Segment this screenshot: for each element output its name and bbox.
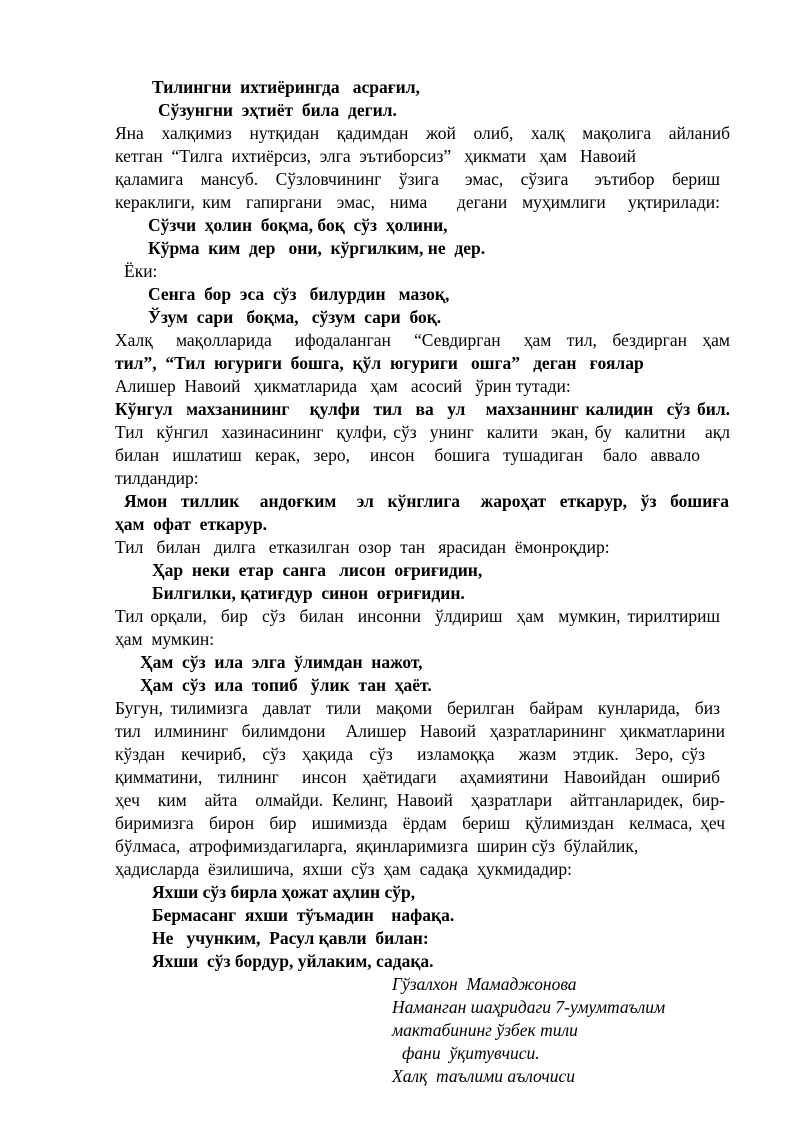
verse-line: Сенга бор эса сўз билурдин мазоқ, [148, 284, 450, 304]
text-line: Тил билан дилга етказилган озор тан ярасидан ёмонроқдир: [115, 537, 610, 557]
text-line: ҳам офат еткарур. [115, 514, 267, 534]
verse-line: Ўзум сари боқма, сўзум сари боқ. [148, 307, 442, 327]
text-line: Тил орқали, бир сўз билан инсонни ўлдириш ҳам мумкин, тирилтириш [115, 606, 720, 626]
text-line: ҳам мумкин: [115, 629, 215, 649]
text-line: Халқ мақолларида ифодаланган “Севдирган ҳам тил, бездирган ҳам [115, 330, 730, 350]
text-line: қаламига мансуб. Сўзловчининг ўзига эмас, сўзига эътибор бериш [115, 169, 720, 189]
text-line: кўздан кечириб, сўз ҳақида сўз изламоққа жазм этдик. Зеро, сўз [115, 744, 705, 764]
text-line: Ямон тиллик андоғким эл кўнглига жароҳат еткарур, ўз бошиға [124, 491, 729, 511]
text-line: кераклиги, ким гапиргани эмас, нима дегани муҳимлиги уқтирилади: [115, 192, 720, 212]
text-line: биримизга бирон бир ишимизда ёрдам бериш қўлимиздан келмаса, ҳеч [115, 813, 725, 833]
verse-line: Ҳам сўз ила элга ўлимдан нажот, [140, 652, 423, 672]
text-line: тилдандир: [115, 468, 199, 488]
text-line: тил”, “Тил югуриги бошга, қўл югуриги ошга” деган ғоялар [115, 353, 644, 373]
text-line: ҳеч ким айта олмайди. Келинг, Навоий ҳазратлари айтганларидек, бир- [115, 790, 725, 810]
verse-line: Яхши сўз бирла ҳожат аҳлин сўр, [152, 882, 416, 902]
text-line: билан ишлатиш керак, зеро, инсон бошига тушадиган бало аввало [115, 445, 700, 465]
verse-line: Бермасанг яхши тўъмадин нафақа. [152, 905, 455, 925]
author-info: мактабининг ўзбек тили [392, 1020, 578, 1040]
author-info: Халқ таълими аълочиси [392, 1066, 575, 1086]
text-line: Бугун, тилимизга давлат тили мақоми берилган байрам кунларида, биз [115, 698, 720, 718]
verse-line: Билгилки, қатиғдур синон оғриғидин. [152, 583, 465, 603]
verse-line: Не учунким, Расул қавли билан: [152, 928, 429, 948]
verse-line: Тилингни ихтиёрингда асрағил, [152, 77, 420, 97]
author-info: фани ўқитувчиси. [402, 1043, 540, 1063]
text-line: тил илмининг билимдони Алишер Навоий ҳазратларининг ҳикматларини [115, 721, 725, 741]
verse-line: Сўзунгни эҳтиёт била дегил. [158, 100, 397, 120]
text-line: Тил кўнгил хазинасининг қулфи, сўз унинг калити экан, бу калитни ақл [115, 422, 730, 442]
author-name: Гўзалхон Мамаджонова [392, 974, 577, 994]
text-line: Яна халқимиз нутқидан қадимдан жой олиб, халқ мақолига айланиб [115, 123, 730, 143]
text-line: кетган “Тилга ихтиёрсиз, элга эътиборсиз” ҳикмати ҳам Навоий [115, 146, 637, 166]
author-info: Наманган шаҳридаги 7-умумтаълим [392, 997, 666, 1017]
text-line: Алишер Навоий ҳикматларида ҳам асосий ўрин тутади: [115, 376, 571, 396]
text-line: бўлмаса, атрофимиздагиларга, яқинларимизга ширин сўз бўлайлик, [115, 836, 639, 856]
verse-line: Кўрма ким дер они, кўргилким, не дер. [148, 238, 486, 258]
verse-line: Ҳам сўз ила топиб ўлик тан ҳаёт. [140, 675, 432, 695]
text-line: Кўнгул махзанининг қулфи тил ва ул махзаннинг калидин сўз бил. [115, 399, 730, 419]
text-line: қимматини, тилнинг инсон ҳаётидаги аҳамиятини Навоийдан ошириб [115, 767, 720, 787]
verse-line: Яхши сўз бордур, уйлаким, садақа. [152, 951, 434, 971]
verse-line: Сўзчи ҳолин боқма, боқ сўз ҳолини, [148, 215, 448, 235]
text-line: Ёки: [124, 261, 158, 281]
text-line: ҳадисларда ёзилишича, яхши сўз ҳам садақа ҳукмидадир: [115, 859, 573, 879]
verse-line: Ҳар неки етар санга лисон оғриғидин, [152, 560, 483, 580]
